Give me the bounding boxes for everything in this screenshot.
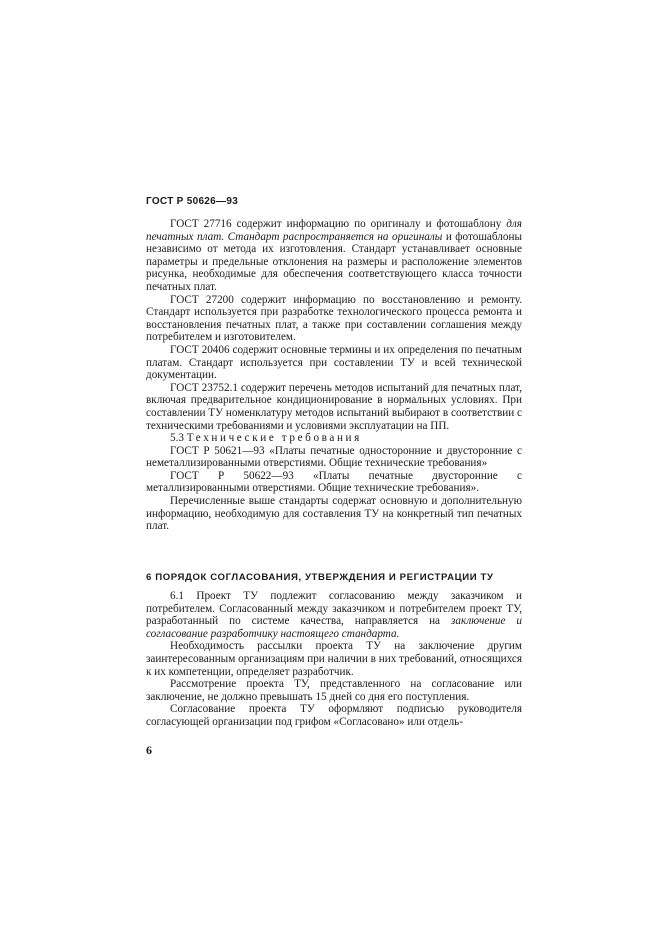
paragraph-review-period: Рассмотрение проекта ТУ, представленного на согласование или заключение, не должно превышать 15 дней со дня его поступления. <box>146 678 522 703</box>
section-5-standards-text <box>146 218 522 533</box>
subsection-number: 5.3 <box>170 432 184 445</box>
paragraph-gost-27200: ГОСТ 27200 содержит информацию по восстановлению и ремонту. Стандарт используется при разработке технологического процесса ремонта и восстановления печатных плат, а также при составлении соглашения между потребителем и изготовителем. <box>146 293 522 344</box>
italic-fragment: заключение и согласование разработчику настоящего стандарта. <box>146 615 522 640</box>
paragraph-6-1: 6.1 Проект ТУ подлежит согласованию между заказчиком и потребителем. Согласованный между заказчиком и потребителем проект ТУ, разработанный по системе качества, направляется на заключение и согласование разработчику настоящего стандарта. <box>146 590 522 640</box>
italic-fragment: для печатных плат. Стандарт распространяется на оригиналы <box>146 218 522 243</box>
paragraph-gost-50621: ГОСТ Р 50621—93 «Платы печатные односторонние и двусторонние с неметаллизированными отверстиями. Общие технические требования» <box>146 444 522 470</box>
paragraph-gost-27716: ГОСТ 27716 содержит информацию по оригиналу и фотошаблону для печатных плат. Стандарт распространяется на оригиналы и фотошаблоны независимо от метода их изготовления. Стандарт устанавливает основные параметры и предельные отклонения на размеры и расположение элементов рисунка, необходимые для обеспечения соответствующего класса точности печатных плат. <box>146 218 522 293</box>
paragraph-gost-23752: ГОСТ 23752.1 содержит перечень методов испытаний для печатных плат, включая предварительное кондиционирование в нормальных условиях. При составлении ТУ номенклатуру методов испытаний выбирают в соответствии с техническими требованиями и условиями эксплуатации на ПП. <box>146 381 522 432</box>
section-6-text <box>146 590 522 729</box>
subsection-5-3-heading <box>146 432 522 445</box>
document-code-header: ГОСТ Р 50626—93 <box>146 196 239 207</box>
subsection-title: Технические требования <box>186 432 362 445</box>
paragraph-distribution: Необходимость рассылки проекта ТУ на заключение другим заинтересованным организациям при наличии в них требований, относящихся к их компетенции, определяет разработчик. <box>146 640 522 678</box>
paragraph-gost-50622: ГОСТ Р 50622—93 «Платы печатные двусторонние с металлизированными отверстиями. Общие технические требования». <box>146 469 522 495</box>
section-6-heading: 6 ПОРЯДОК СОГЛАСОВАНИЯ, УТВЕРЖДЕНИЯ И РЕГИСТРАЦИИ ТУ <box>146 572 494 583</box>
page-number: 6 <box>146 743 152 757</box>
paragraph-standards-summary: Перечисленные выше стандарты содержат основную и дополнительную информацию, необходимую для составления ТУ на конкретный тип печатных плат. <box>146 495 522 533</box>
paragraph-gost-20406: ГОСТ 20406 содержит основные термины и их определения по печатным платам. Стандарт используется при составлении ТУ и всей технической документации. <box>146 343 522 382</box>
paragraph-approval-signature: Согласование проекта ТУ оформляют подписью руководителя согласующей организации под грифом «Согласовано» или отдель- <box>146 703 522 728</box>
